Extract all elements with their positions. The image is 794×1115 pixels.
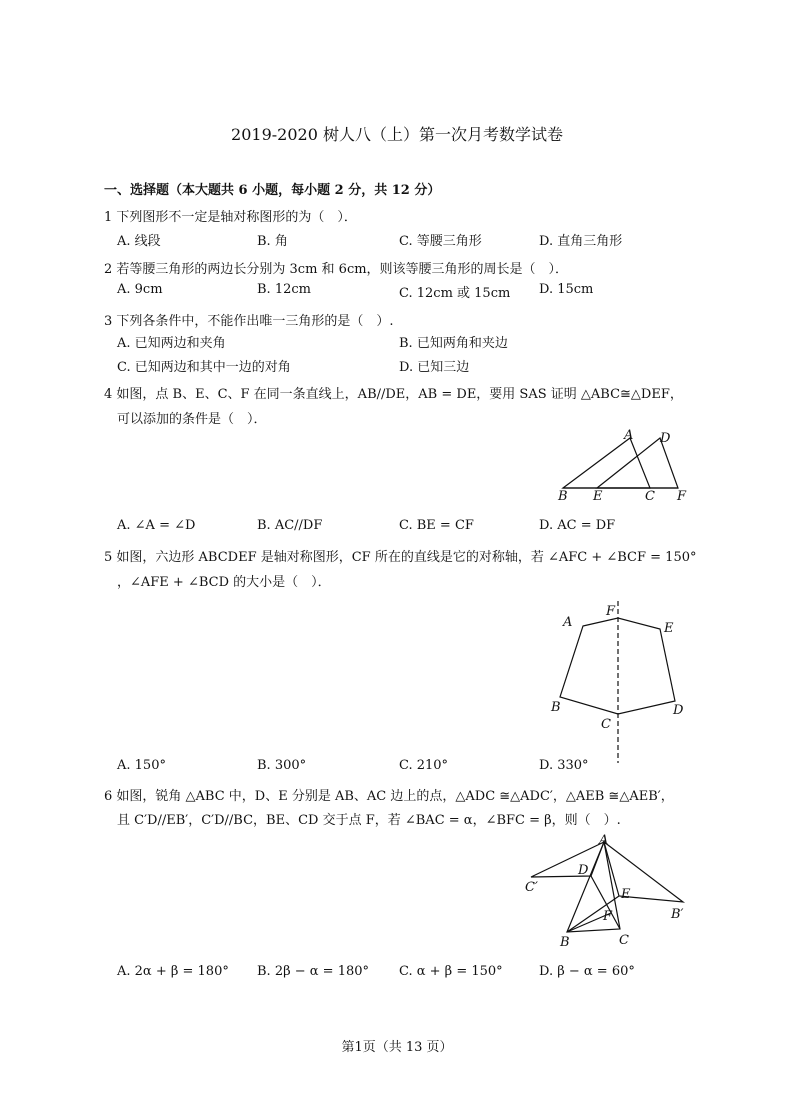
q6-label-c: C [619,933,629,948]
q6-figure [520,830,695,955]
q6-triangle-adc-prime [531,842,604,877]
question-4-stem-line2: 可以添加的条件是（ ）． [117,412,267,427]
q4-label-a: A [624,428,634,443]
question-6-stem-line2: 且 C′D//EB′，C′D//BC，BE、CD 交于点 F，若 ∠BAC = α，∠BFC = β，则（ ）. [117,813,621,828]
question-5-stem-line1: 5 如图，六边形 ABCDEF 是轴对称图形，CF 所在的直线是它的对称轴，若 ∠AFC + ∠BCF = 150° [104,550,697,565]
page-title: 2019-2020 树人八（上）第一次月考数学试卷 [231,125,563,144]
q5-option-b: B. 300° [257,758,307,773]
q3-option-c: C. 已知两边和其中一边的对角 [117,360,291,375]
q2-option-d: D. 15cm [539,282,594,297]
q6-label-a: A [599,833,609,848]
question-4-stem-line1: 4 如图，点 B、E、C、F 在同一条直线上，AB//DE，AB = DE，要用 SAS 证明 △ABC≅△DEF， [104,387,683,402]
q6-option-d: D. β − α = 60° [539,964,635,979]
question-6-stem-line1: 6 如图，锐角 △ABC 中，D、E 分别是 AB、AC 边上的点，△ADC ≅△ADC′，△AEB ≅△AEB′， [104,789,674,804]
q6-label-c-prime: C′ [525,880,538,895]
section-heading: 一、选择题（本大题共 6 小题，每小题 2 分，共 12 分） [104,183,441,198]
q5-label-c: C [601,717,611,732]
q5-label-b: B [551,700,561,715]
q6-option-c: C. α + β = 150° [399,964,503,979]
q3-option-d: D. 已知三边 [399,360,470,375]
q6-label-b: B [560,935,570,950]
q4-label-c: C [645,489,655,504]
q6-label-f: F [603,909,613,924]
q4-label-d: D [660,431,671,446]
question-3-stem: 3 下列各条件中，不能作出唯一三角形的是（ ）. [104,314,394,329]
q4-label-f: F [677,489,687,504]
q4-label-e: E [593,489,603,504]
q6-option-a: A. 2α + β = 180° [117,964,229,979]
q5-option-c: C. 210° [399,758,449,773]
q6-option-b: B. 2β − α = 180° [257,964,370,979]
q4-option-a: A. ∠A = ∠D [117,518,196,533]
q3-option-a: A. 已知两边和夹角 [117,336,226,351]
question-5-stem-line2: ，∠AFE + ∠BCD 的大小是（ ）． [117,575,331,590]
q1-option-b: B. 角 [257,234,288,249]
question-1-stem: 1 下列图形不一定是轴对称图形的为（ ）． [104,210,357,225]
q2-option-a: A. 9cm [117,282,163,297]
q5-option-a: A. 150° [117,758,166,773]
page-footer: 第1页（共 13 页） [341,1040,453,1055]
q1-option-d: D. 直角三角形 [539,234,623,249]
q5-option-d: D. 330° [539,758,589,773]
q3-option-b: B. 已知两角和夹边 [399,336,508,351]
q6-label-e: E [621,887,631,902]
q6-label-b-prime: B′ [671,907,684,922]
q4-label-b: B [558,489,568,504]
q6-triangle-aeb-prime [604,842,683,902]
q5-label-d: D [673,703,684,718]
q6-label-d: D [578,863,589,878]
question-2-stem: 2 若等腰三角形的两边长分别为 3cm 和 6cm，则该等腰三角形的周长是（ ）． [104,262,569,277]
q1-option-c: C. 等腰三角形 [399,234,482,249]
q2-option-c: C. 12cm 或 15cm [399,286,511,301]
q5-label-f: F [606,604,616,619]
q4-option-d: D. AC = DF [539,518,616,533]
q4-option-b: B. AC//DF [257,518,323,533]
q4-figure [550,425,700,505]
q2-option-b: B. 12cm [257,282,311,297]
q1-option-a: A. 线段 [117,234,161,249]
q5-label-e: E [664,621,674,636]
q5-figure [545,597,695,767]
q5-label-a: A [563,615,573,630]
q4-option-c: C. BE = CF [399,518,474,533]
